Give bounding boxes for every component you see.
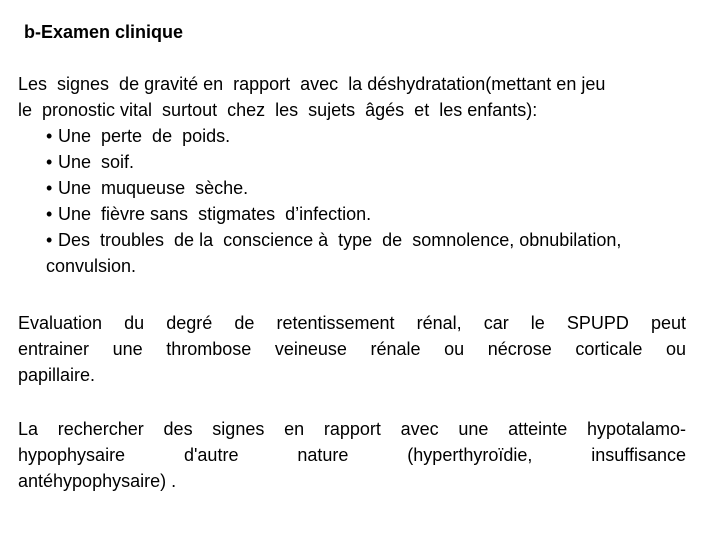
intro-block: [18, 71, 686, 279]
list-item: [18, 149, 686, 175]
paragraph-line: entrainer une thrombose veineuse rénale ou nécrose corticale ou: [18, 339, 686, 359]
paragraph-line: hypophysaire d'autre nature (hyperthyroïdie, insuffisance: [18, 445, 686, 465]
list-item-text: Une soif.: [58, 152, 135, 172]
bullet-marker: •: [46, 230, 53, 250]
paragraph-line: Evaluation du degré de retentissement rénal, car le SPUPD peut: [18, 313, 686, 333]
bullet-marker: •: [46, 152, 53, 172]
paragraph-line: papillaire.: [18, 365, 96, 385]
list-item-continuation: convulsion.: [46, 256, 137, 276]
list-item-text: Des troubles de la conscience à type de somnolence, obnubilation,: [58, 230, 622, 250]
bullet-marker: •: [46, 178, 53, 198]
list-item: [18, 201, 686, 227]
list-item-text: Une perte de poids.: [58, 126, 231, 146]
paragraph-line: antéhypophysaire) .: [18, 471, 177, 491]
list-item: [18, 123, 686, 149]
paragraph-line: La rechercher des signes en rapport avec une atteinte hypotalamo-: [18, 419, 686, 439]
bullet-marker: •: [46, 126, 53, 146]
bullet-marker: •: [46, 204, 53, 224]
list-item-text: Une fièvre sans stigmates d’infection.: [58, 204, 372, 224]
list-item: [18, 175, 686, 201]
intro-line-1: Les signes de gravité en rapport avec la déshydratation(mettant en jeu: [18, 74, 606, 94]
intro-line-2: le pronostic vital surtout chez les sujets âgés et les enfants):: [18, 100, 538, 120]
paragraph-renal: [18, 310, 686, 388]
section-title: b-Examen clinique: [24, 22, 184, 42]
list-item-text: Une muqueuse sèche.: [58, 178, 249, 198]
paragraph-hypothalamic: [18, 416, 686, 494]
list-item: [18, 227, 686, 279]
signs-list: [18, 123, 686, 279]
